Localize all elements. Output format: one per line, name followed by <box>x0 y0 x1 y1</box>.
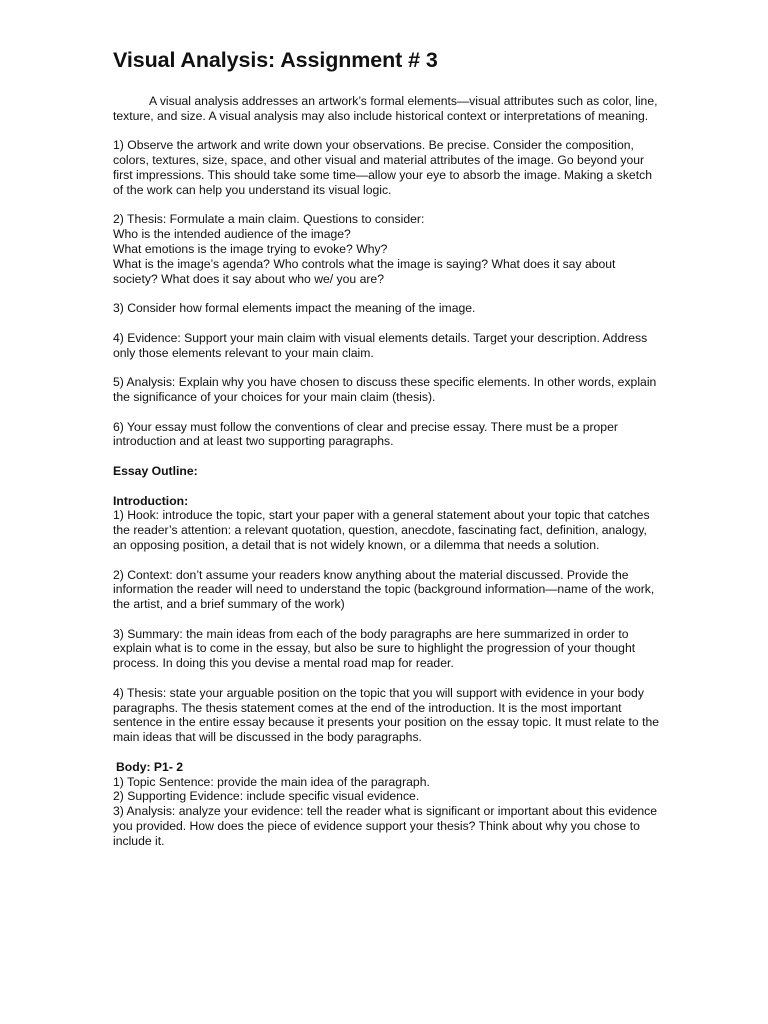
intro-paragraph: A visual analysis addresses an artwork’s formal elements—visual attributes such as color, line, texture, and size. A visual analysis may also include historical context or interpretations of meaning. <box>113 94 658 123</box>
body-analysis: 3) Analysis: analyze your evidence: tell the reader what is significant or important about this evidence you provided. How does the piece of evidence support your thesis? Think about why you chose to include it. <box>113 804 657 848</box>
step-4-paragraph: 4) Evidence: Support your main claim with visual elements details. Target your description. Address only those elements relevant to your main claim. <box>113 330 648 360</box>
body-supporting-evidence: 2) Supporting Evidence: include specific visual evidence. <box>113 789 420 804</box>
introduction-context-paragraph: 2) Context: don’t assume your readers know anything about the material discussed. Provide the information the reader will need to understand the topic (background information—name of the work, the artist, and a brief summary of the work) <box>113 567 655 612</box>
step-2-line-1: 2) Thesis: Formulate a main claim. Questions to consider: <box>113 212 425 227</box>
body-topic-sentence: 1) Topic Sentence: provide the main idea of the paragraph. <box>113 774 430 789</box>
step-2-line-2: Who is the intended audience of the image? <box>113 227 351 242</box>
essay-outline-heading: Essay Outline: <box>113 463 198 478</box>
body-section <box>113 760 661 849</box>
introduction-thesis-paragraph: 4) Thesis: state your arguable position on the topic that you will support with evidence in your body paragraphs. The thesis statement comes at the end of the introduction. It is the most important sentence in the entire essay because it presents your position on the essay topic. It must relate to the main ideas that will be discussed in the body paragraphs. <box>113 685 660 745</box>
step-1-paragraph: 1) Observe the artwork and write down your observations. Be precise. Consider the composition, colors, textures, size, space, and other visual and material attributes of the image. Go beyond your first impressions. This should take some time—allow your eye to absorb the image. Making a sketch of the work can help you understand its visual logic. <box>113 138 652 197</box>
step-2-paragraph <box>113 212 661 286</box>
step-5-paragraph: 5) Analysis: Explain why you have chosen to discuss these specific elements. In other words, explain the significance of your choices for your main claim (thesis). <box>113 375 657 404</box>
step-2-line-4: What is the image’s agenda? Who controls what the image is saying? What does it say about society? What does it say about who we/ you are? <box>113 256 616 286</box>
step-6-paragraph: 6) Your essay must follow the conventions of clear and precise essay. There must be a proper introduction and at least two supporting paragraphs. <box>113 419 618 449</box>
introduction-summary-paragraph: 3) Summary: the main ideas from each of the body paragraphs are here summarized in order to explain what is to come in the essay, but also be sure to highlight the progression of your thought process. In doing this you devise a mental road map for reader. <box>113 626 636 671</box>
introduction-hook-text: 1) Hook: introduce the topic, start your paper with a general statement about your topic that catches the reader’s attention: a relevant quotation, question, anecdote, fascinating fact, definition, analogy, an opposing position, a detail that is not widely known, or a dilemma that needs a solution. <box>113 508 650 552</box>
step-2-line-3: What emotions is the image trying to evoke? Why? <box>113 241 388 256</box>
introduction-hook-paragraph <box>113 494 661 553</box>
step-3-paragraph: 3) Consider how formal elements impact the meaning of the image. <box>113 301 476 316</box>
body-heading: Body: P1- 2 <box>116 759 184 774</box>
introduction-heading: Introduction: <box>113 493 189 508</box>
document-title: Visual Analysis: Assignment # 3 <box>113 48 438 72</box>
document-page <box>113 48 661 863</box>
